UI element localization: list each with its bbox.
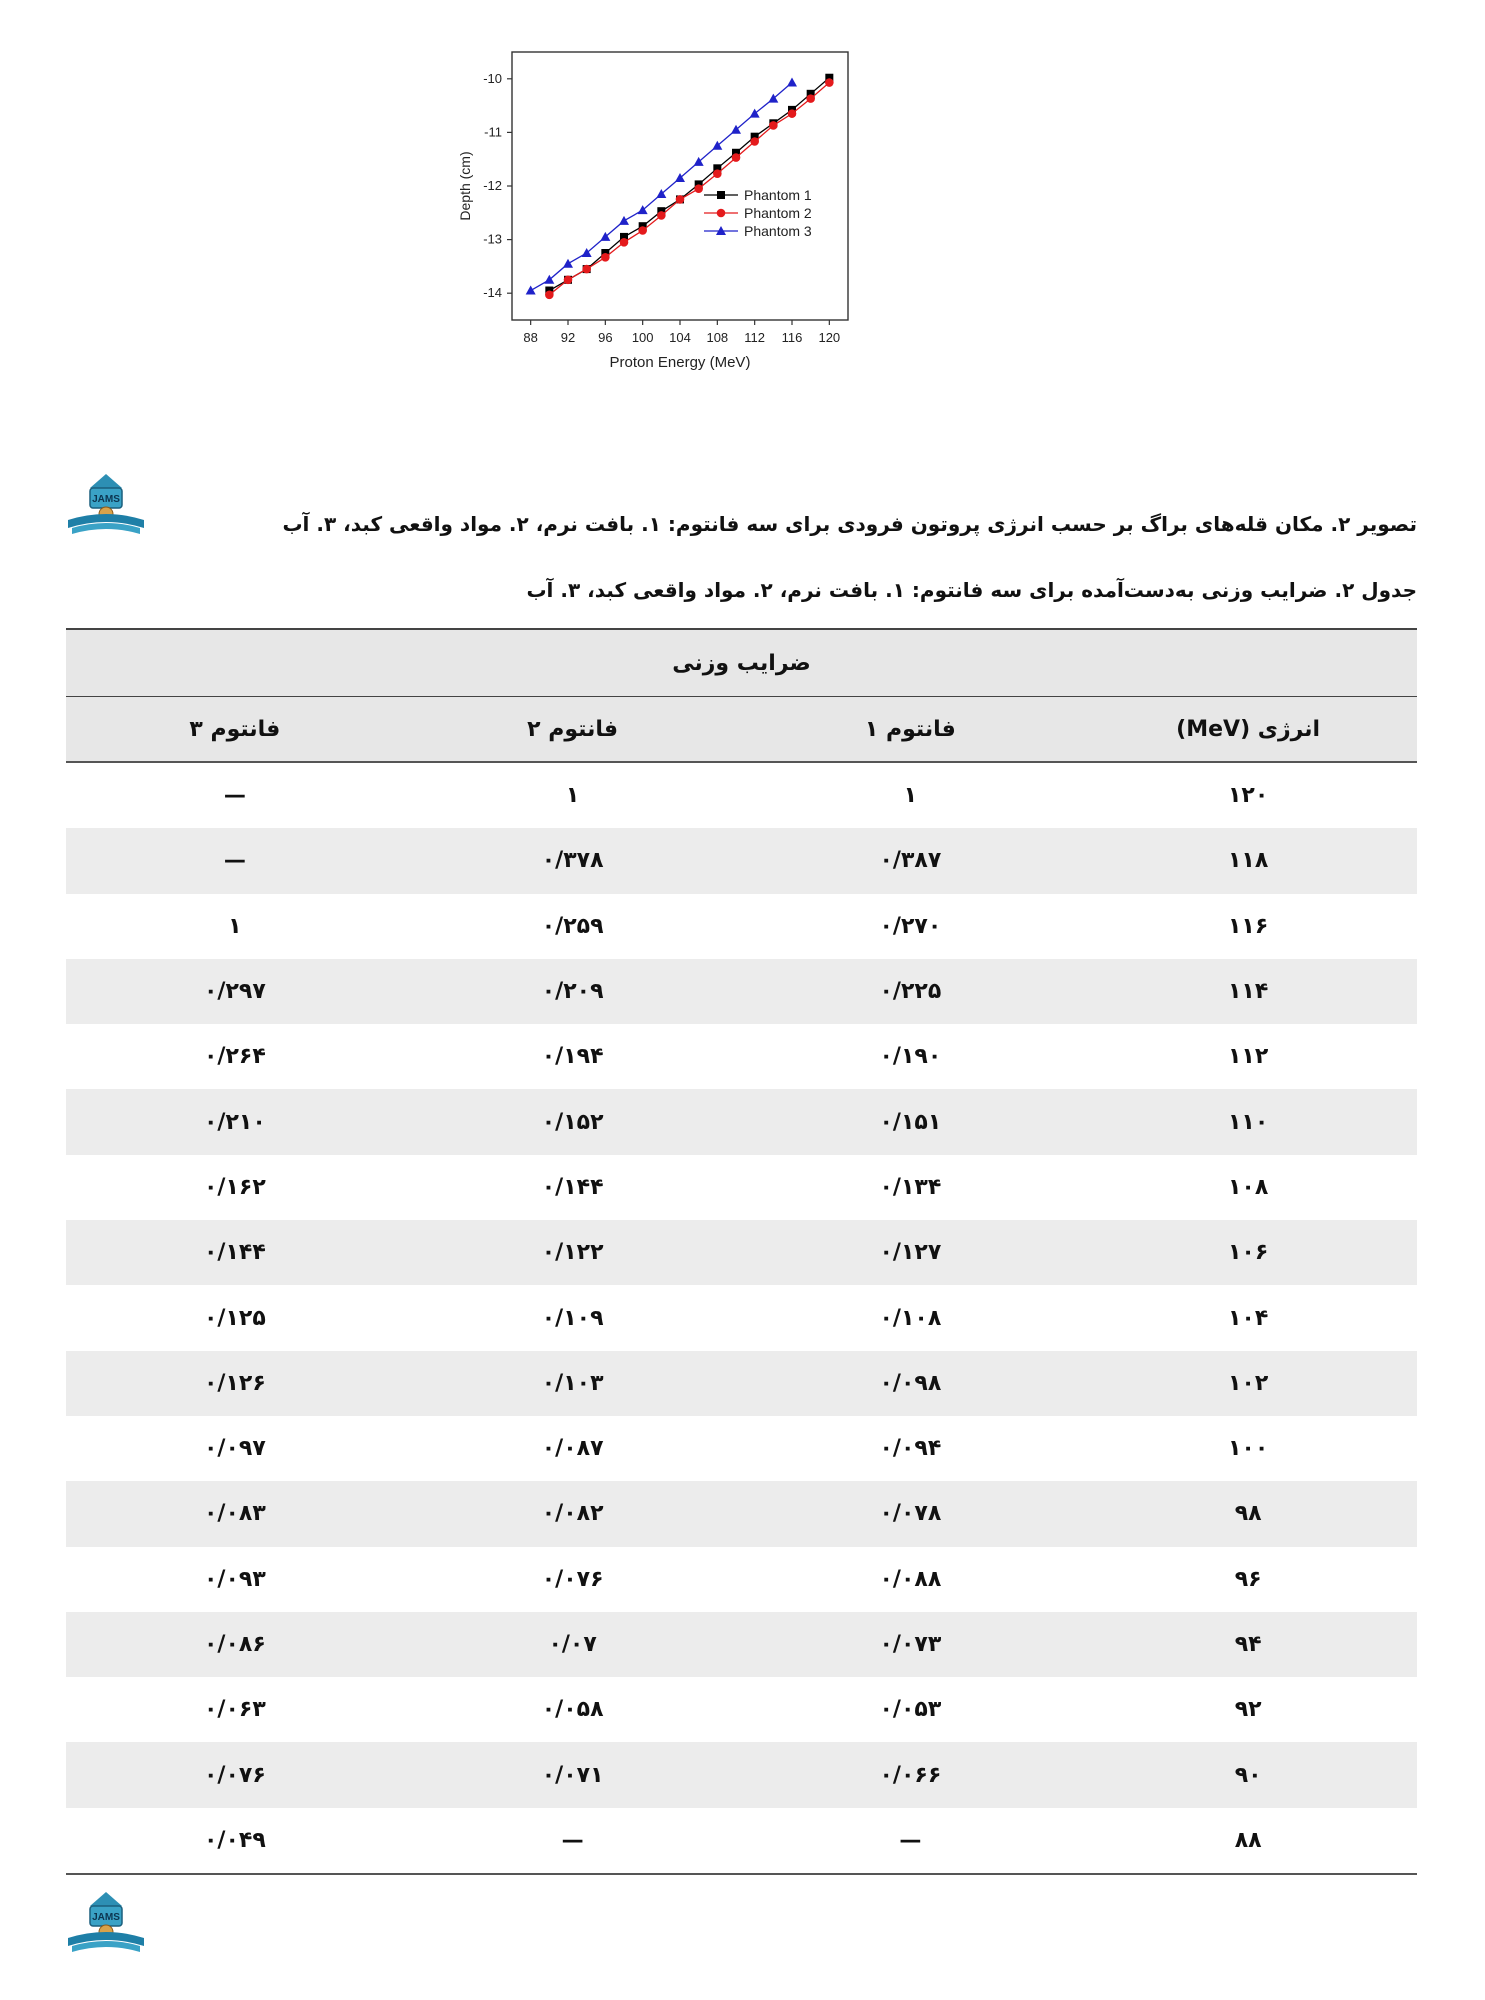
table-group-header: ضرایب وزنی <box>66 629 1417 697</box>
cell-phantom-2: ۰/۳۷۸ <box>404 828 742 893</box>
data-point <box>788 109 797 118</box>
y-axis-label: Depth (cm) <box>457 151 473 221</box>
column-header-energy: انرژی (MeV) <box>1079 697 1417 763</box>
cell-phantom-1: ۰/۲۷۰ <box>879 913 942 939</box>
table-body <box>66 762 1417 1874</box>
cell-energy: ۹۶ <box>1234 1566 1262 1592</box>
data-point <box>676 195 685 204</box>
x-tick-label: 100 <box>631 330 654 345</box>
cell-phantom-3: ۰/۰۷۶ <box>66 1742 404 1807</box>
cell-energy: ۹۸ <box>1079 1481 1417 1546</box>
data-point <box>657 211 666 220</box>
column-header-phantom-1: فانتوم ۱ <box>742 697 1080 763</box>
cell-phantom-1: ۰/۱۰۸ <box>879 1305 942 1331</box>
table-row <box>66 1351 1417 1416</box>
cell-phantom-2: ۰/۱۲۲ <box>404 1220 742 1285</box>
cell-energy: ۹۲ <box>1234 1697 1262 1723</box>
series-line <box>549 78 829 291</box>
cell-phantom-2: ۰/۱۹۴ <box>541 1044 604 1070</box>
table-caption-text: ضرایب وزنی به‌دست‌آمده برای سه فانتوم: ۱. بافت نرم، ۲. مواد واقعی کبد، ۳. آب <box>526 578 1328 602</box>
x-tick-label: 88 <box>523 330 538 345</box>
jams-logo <box>60 468 152 540</box>
cell-phantom-1: ۰/۰۹۸ <box>742 1351 1080 1416</box>
column-header-phantom-3: فانتوم ۳ <box>66 697 404 763</box>
cell-phantom-2: ۰/۲۵۹ <box>541 913 604 939</box>
x-axis-label: Proton Energy (MeV) <box>609 354 751 371</box>
legend-marker <box>717 209 726 218</box>
cell-phantom-2: ۰/۰۸۷ <box>541 1436 604 1462</box>
table-row <box>66 1677 1417 1742</box>
cell-phantom-3: ۰/۰۶۳ <box>204 1697 266 1723</box>
y-tick-label: -12 <box>483 178 502 193</box>
column-header-phantom-2: فانتوم ۲ <box>404 697 742 763</box>
data-point <box>750 109 760 118</box>
cell-phantom-1: — <box>742 1808 1080 1874</box>
data-point <box>750 137 759 146</box>
cell-phantom-1: ۰/۰۵۳ <box>879 1697 942 1723</box>
cell-energy: ۱۱۶ <box>1227 913 1269 939</box>
cell-phantom-1: ۰/۲۲۵ <box>742 959 1080 1024</box>
plot-frame <box>512 52 848 320</box>
table-row <box>66 1024 1417 1089</box>
legend-label: Phantom 2 <box>744 205 812 221</box>
cell-energy: ۹۰ <box>1079 1742 1417 1807</box>
y-tick-label: -11 <box>484 124 502 140</box>
cell-phantom-2: ۰/۱۰۳ <box>404 1351 742 1416</box>
table-row <box>66 1285 1417 1350</box>
cell-phantom-3: ۰/۱۲۵ <box>204 1305 266 1331</box>
cell-phantom-2: ۰/۱۵۲ <box>404 1089 742 1154</box>
cell-phantom-3: ۱ <box>228 913 242 939</box>
chart-legend <box>704 187 812 239</box>
table-row <box>66 762 1417 828</box>
cell-phantom-1: ۰/۰۷۳ <box>742 1612 1080 1677</box>
cell-phantom-2: ۰/۰۷ <box>404 1612 742 1677</box>
figure-caption-text: مکان قله‌های براگ بر حسب انرژی پروتون فرودی برای سه فانتوم: ۱. بافت نرم، ۲. مواد واقعی کبد، ۳. آب <box>282 512 1324 536</box>
table-row <box>66 959 1417 1024</box>
series-1 <box>545 74 833 295</box>
cell-energy: ۸۸ <box>1079 1808 1417 1874</box>
data-point <box>526 286 536 295</box>
data-point <box>582 265 591 274</box>
cell-phantom-3: ۰/۲۹۷ <box>66 959 404 1024</box>
legend-marker <box>717 191 725 199</box>
y-tick-label: -14 <box>483 285 502 301</box>
data-point <box>806 94 815 103</box>
cell-phantom-1: ۰/۰۶۶ <box>742 1742 1080 1807</box>
jams-logo-footer <box>60 1886 152 1958</box>
cell-energy: ۱۰۶ <box>1079 1220 1417 1285</box>
table-row <box>66 1547 1417 1612</box>
cell-phantom-3: ۰/۲۶۴ <box>204 1044 266 1070</box>
cell-energy: ۱۰۴ <box>1227 1305 1269 1331</box>
weight-coefficients-table <box>66 628 1417 1875</box>
data-point <box>713 169 722 178</box>
cell-phantom-3: ۰/۰۹۷ <box>204 1436 266 1462</box>
cell-phantom-2: ۰/۰۷۶ <box>541 1566 604 1592</box>
table-row <box>66 1155 1417 1220</box>
table-row <box>66 1612 1417 1677</box>
cell-energy: ۱۱۰ <box>1079 1089 1417 1154</box>
x-tick-label: 108 <box>706 330 729 345</box>
cell-phantom-3: ۰/۱۲۶ <box>66 1351 404 1416</box>
data-point <box>825 78 834 87</box>
cell-phantom-3: ۰/۱۶۲ <box>204 1174 266 1200</box>
table-caption <box>526 578 1417 602</box>
cell-phantom-2: ۰/۰۵۸ <box>541 1697 604 1723</box>
cell-phantom-3: — <box>223 783 246 809</box>
table-row <box>66 1220 1417 1285</box>
x-tick-label: 112 <box>744 330 766 345</box>
table-row <box>66 894 1417 959</box>
cell-energy: ۱۱۲ <box>1227 1044 1269 1070</box>
figure-caption <box>282 512 1417 536</box>
x-tick-label: 116 <box>781 330 803 345</box>
data-point <box>769 121 778 130</box>
table-row <box>66 1089 1417 1154</box>
cell-phantom-2: ۰/۱۰۹ <box>541 1305 604 1331</box>
cell-energy: ۱۰۲ <box>1079 1351 1417 1416</box>
cell-phantom-2: ۰/۰۸۲ <box>404 1481 742 1546</box>
data-point <box>563 259 573 268</box>
cell-phantom-1: ۰/۱۳۴ <box>879 1174 942 1200</box>
cell-phantom-2: ۰/۰۷۱ <box>404 1742 742 1807</box>
cell-phantom-3: ۰/۲۱۰ <box>66 1089 404 1154</box>
x-tick-label: 92 <box>560 330 576 345</box>
cell-energy: ۱۱۴ <box>1079 959 1417 1024</box>
cell-phantom-2: ۰/۲۰۹ <box>404 959 742 1024</box>
logo-text: JAMS <box>92 494 120 505</box>
cell-phantom-1: ۰/۱۲۷ <box>742 1220 1080 1285</box>
legend-label: Phantom 1 <box>744 187 812 203</box>
bragg-peak-chart <box>440 40 1000 470</box>
table-row <box>66 1742 1417 1807</box>
cell-energy: ۹۴ <box>1079 1612 1417 1677</box>
data-point <box>619 216 629 225</box>
cell-phantom-3: ۰/۰۹۳ <box>204 1566 266 1592</box>
data-point <box>787 78 797 87</box>
cell-phantom-2: ۰/۱۴۴ <box>541 1174 604 1200</box>
data-point <box>545 291 554 300</box>
cell-phantom-2: — <box>404 1808 742 1874</box>
cell-phantom-2: ۱ <box>565 783 580 809</box>
cell-energy: ۱۰۸ <box>1227 1174 1269 1200</box>
legend-label: Phantom 3 <box>744 223 812 239</box>
data-point <box>638 226 647 235</box>
logo-text: JAMS <box>92 1912 120 1923</box>
cell-phantom-3: ۰/۰۸۳ <box>66 1481 404 1546</box>
data-point <box>620 238 629 247</box>
table-row <box>66 828 1417 893</box>
x-tick-label: 96 <box>598 330 613 345</box>
cell-phantom-1: ۰/۰۸۸ <box>879 1566 942 1592</box>
cell-phantom-1: ۰/۱۵۱ <box>742 1089 1080 1154</box>
y-tick-label: -13 <box>483 231 502 247</box>
cell-phantom-3: ۰/۰۸۶ <box>66 1612 404 1677</box>
data-point <box>601 253 610 262</box>
cell-phantom-1: ۰/۱۹۰ <box>879 1044 942 1070</box>
cell-phantom-1: ۱ <box>903 783 918 809</box>
table-row <box>66 1808 1417 1874</box>
table-row <box>66 1416 1417 1481</box>
table-caption-label: جدول ۲. <box>1334 578 1417 602</box>
x-tick-label: 120 <box>818 330 841 345</box>
cell-energy: ۱۰۰ <box>1227 1436 1269 1462</box>
figure-caption-label: تصویر ۲. <box>1330 512 1417 536</box>
data-point <box>732 153 741 162</box>
cell-phantom-3: ۰/۰۴۹ <box>66 1808 404 1874</box>
cell-phantom-3: — <box>66 828 404 893</box>
cell-energy: ۱۱۸ <box>1079 828 1417 893</box>
cell-phantom-3: ۰/۱۴۴ <box>66 1220 404 1285</box>
data-point <box>564 276 573 285</box>
cell-phantom-1: ۰/۳۸۷ <box>742 828 1080 893</box>
plot-area <box>512 52 848 320</box>
cell-phantom-1: ۰/۰۷۸ <box>742 1481 1080 1546</box>
cell-phantom-1: ۰/۰۹۴ <box>879 1436 942 1462</box>
x-tick-label: 104 <box>669 330 691 345</box>
table-row <box>66 1481 1417 1546</box>
y-tick-label: -10 <box>483 70 502 86</box>
data-point <box>694 184 703 193</box>
cell-energy: ۱۲۰ <box>1227 783 1269 809</box>
